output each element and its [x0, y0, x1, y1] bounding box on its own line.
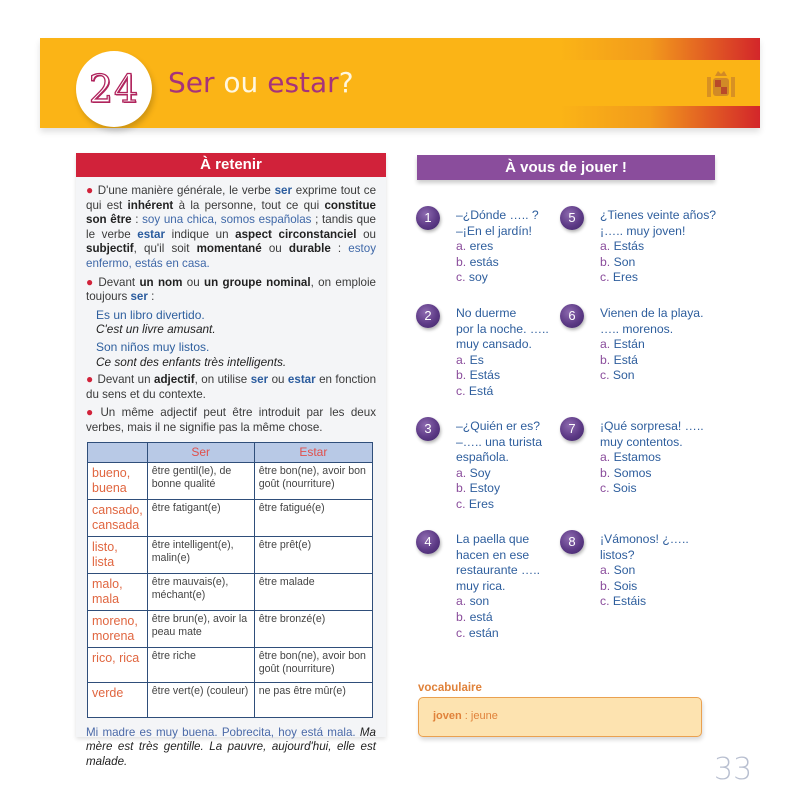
text: indique un	[165, 227, 236, 241]
text: ou	[356, 227, 377, 241]
text: Devant	[98, 275, 140, 289]
page-title	[168, 66, 354, 99]
title-word: Ser	[168, 66, 215, 99]
adjective-cell: bueno, buena	[88, 462, 148, 499]
option-text: Eres	[612, 270, 638, 285]
answer-option[interactable]	[456, 255, 596, 271]
exercise-prompt-line: –….. una turista	[456, 434, 543, 449]
exercise-prompt-line: ¡Qué sorpresa! …..	[600, 419, 704, 433]
exercise-prompt-line: –¿Dónde ….. ?	[456, 208, 539, 222]
option-text: Estoy	[469, 481, 501, 496]
adjective-cell: moreno, morena	[88, 610, 148, 647]
ser-meaning-cell: être fatigant(e)	[147, 499, 254, 536]
keyword: constitue son être	[86, 198, 376, 227]
text: ou	[268, 373, 288, 387]
text: ou	[182, 275, 205, 289]
exercise-number-badge: 2	[416, 304, 440, 328]
adjective-cell: listo, lista	[88, 536, 148, 573]
flag-stripe-bottom	[560, 106, 760, 128]
adjective-cell: cansado, cansada	[88, 499, 148, 536]
option-text: son	[469, 594, 490, 609]
ser-meaning-cell: être intelligent(e), malin(e)	[147, 536, 254, 573]
text: , on utilise	[194, 373, 251, 387]
option-text: está	[469, 609, 493, 624]
estar-meaning-cell: être fatigué(e)	[254, 499, 372, 536]
option-text: soy	[468, 270, 488, 285]
option-letter: c.	[600, 270, 610, 285]
text: ou	[261, 242, 289, 256]
exercise-number-badge: 1	[416, 206, 440, 230]
exercise-prompt-line: española.	[456, 450, 509, 465]
option-letter: a.	[600, 563, 611, 578]
answer-option[interactable]	[600, 368, 740, 384]
table-header-row	[88, 442, 373, 462]
table-row	[88, 499, 373, 536]
title-word: ?	[338, 66, 354, 99]
answer-option[interactable]	[600, 255, 740, 271]
closing-spanish: Mi madre es muy buena. Pobrecita, hoy está mala.	[86, 725, 356, 739]
rule-paragraph-2	[86, 275, 376, 305]
text: en fonction du sens et du contexte.	[86, 373, 377, 401]
adjective-cell: rico, rica	[88, 647, 148, 682]
bullet-icon: ●	[86, 405, 97, 420]
vocabulary-separator: :	[461, 710, 471, 722]
keyword: adjectif	[154, 373, 195, 387]
answer-option[interactable]	[600, 353, 740, 369]
option-text: Está	[613, 352, 638, 367]
example-spanish: Es un libro divertido.	[96, 307, 205, 322]
vocabulary-box	[418, 697, 702, 737]
keyword: un groupe nominal	[204, 275, 311, 289]
exercise-prompt-line: ¿Tienes veinte años?	[600, 208, 717, 222]
estar-meaning-cell: être malade	[254, 573, 372, 610]
text: :	[147, 290, 155, 304]
keyword: ser	[130, 290, 148, 304]
exercise-prompt-line: –¡En el jardín!	[456, 223, 532, 238]
table-row	[88, 682, 373, 717]
table-row	[88, 536, 373, 573]
example-spanish: Son niños muy listos.	[96, 339, 210, 354]
option-text: Estáis	[612, 594, 647, 609]
retenir-heading: À retenir	[76, 153, 386, 177]
option-text: Somos	[613, 465, 652, 480]
option-letter: b.	[600, 465, 611, 480]
answer-option[interactable]	[456, 239, 596, 255]
vocabulary-meaning: jeune	[470, 710, 498, 722]
estar-meaning-cell: être prêt(e)	[254, 536, 372, 573]
option-letter: b.	[456, 609, 467, 624]
jouer-heading: À vous de jouer !	[505, 159, 627, 176]
answer-option[interactable]	[600, 594, 740, 610]
estar-meaning-cell: être bon(ne), avoir bon goût (nourriture)	[254, 647, 372, 682]
ser-meaning-cell: être gentil(le), de bonne qualité	[147, 462, 254, 499]
answer-option[interactable]	[600, 450, 740, 466]
keyword: durable	[288, 242, 331, 256]
retenir-panel	[76, 153, 386, 768]
option-text: eres	[469, 239, 494, 254]
lesson-number-badge	[76, 51, 152, 127]
ser-estar-table	[87, 442, 373, 718]
answer-option[interactable]	[456, 466, 596, 482]
exercise-prompt-line: Vienen de la playa.	[600, 306, 704, 320]
ser-meaning-cell: être vert(e) (couleur)	[147, 682, 254, 717]
bullet-icon: ●	[86, 372, 94, 387]
option-text: Es	[469, 352, 484, 367]
adjective-cell: malo, mala	[88, 573, 148, 610]
keyword: ser	[274, 184, 293, 197]
rule-paragraph-1	[86, 183, 376, 272]
option-text: Son	[612, 368, 635, 383]
text: à la personne, tout ce qui	[173, 198, 325, 212]
lesson-number: 24	[88, 67, 140, 111]
option-letter: b.	[600, 254, 611, 269]
option-letter: a.	[600, 450, 611, 465]
keyword: ser	[250, 373, 269, 387]
exercise-number-badge: 3	[416, 417, 440, 441]
rule-paragraph-4	[86, 405, 376, 435]
option-letter: a.	[600, 337, 611, 352]
keyword: inhérent	[127, 198, 174, 212]
vocabulary-word: joven	[433, 710, 462, 722]
exercise-prompt-line: La paella que	[456, 532, 530, 546]
text: D'une manière générale, le verbe	[97, 184, 275, 197]
answer-option[interactable]	[600, 579, 740, 595]
vocabulary-label: vocabulaire	[418, 682, 482, 694]
title-word: estar	[267, 66, 339, 99]
text: Un même adjectif peut être introduit par les deux verbes, mais il ne signifie pas la même chose.	[86, 406, 376, 434]
option-letter: b.	[456, 254, 467, 269]
exercise-prompt-line: por la noche. …..	[456, 321, 549, 336]
option-text: Eres	[468, 496, 494, 511]
rule-paragraph-3	[86, 372, 376, 402]
answer-option[interactable]	[600, 481, 740, 497]
option-text: Sois	[612, 481, 637, 496]
text: Devant un	[97, 373, 155, 387]
option-letter: c.	[456, 625, 466, 640]
text: ; tandis que le verbe	[86, 213, 376, 241]
estar-meaning-cell: être bon(ne), avoir bon goût (nourriture)	[254, 462, 372, 499]
closing-example	[86, 726, 376, 770]
option-text: Son	[613, 254, 636, 269]
ser-meaning-cell: être brun(e), avoir la peau mate	[147, 610, 254, 647]
exercise-prompt-line: muy rica.	[456, 578, 506, 593]
column-header	[88, 442, 148, 462]
option-text: Estás	[613, 239, 645, 254]
spain-coat-of-arms-icon	[704, 68, 738, 102]
jouer-header	[417, 155, 715, 180]
option-letter: c.	[600, 481, 610, 496]
vocabulary-entry	[433, 710, 498, 722]
exercise-prompt-line: ¡….. muy joven!	[600, 223, 686, 238]
text: :	[330, 242, 349, 256]
exercise-prompt-line: hacen en ese	[456, 547, 530, 562]
column-header-estar: Estar	[254, 442, 372, 462]
option-letter: b.	[456, 368, 467, 383]
flag-stripe-top	[560, 38, 760, 60]
option-text: Está	[468, 383, 494, 398]
table-row	[88, 573, 373, 610]
exercise-prompt-line: ¡Vámonos! ¿…..	[600, 532, 689, 546]
exercise-prompt-line: No duerme	[456, 306, 517, 320]
answer-option[interactable]	[600, 270, 740, 286]
exercise-prompt-line: muy cansado.	[456, 337, 532, 352]
page-number: 33	[714, 752, 753, 787]
option-text: estás	[469, 254, 499, 269]
answer-option[interactable]	[456, 497, 596, 513]
table-row	[88, 647, 373, 682]
answer-option[interactable]	[456, 270, 596, 286]
ser-meaning-cell: être riche	[147, 647, 254, 682]
option-letter: c.	[600, 594, 610, 609]
exercise-body	[600, 306, 740, 384]
bullet-icon: ●	[86, 183, 94, 197]
option-text: Estás	[469, 368, 501, 383]
option-letter: a.	[456, 594, 467, 609]
column-header-ser: Ser	[147, 442, 254, 462]
keyword: estar	[287, 373, 316, 387]
exercise-prompt-line: listos?	[600, 547, 635, 562]
answer-option[interactable]	[456, 353, 596, 369]
title-word: ou	[223, 66, 259, 99]
exercise-number-badge: 5	[560, 206, 584, 230]
table-row	[88, 462, 373, 499]
example-inline: estoy enfermo, estás en casa.	[86, 242, 376, 270]
exercise-number-badge: 7	[560, 417, 584, 441]
exercise-prompt-line: restaurante …..	[456, 563, 540, 578]
exercise-body	[600, 208, 740, 286]
ser-meaning-cell: être mauvais(e), méchant(e)	[147, 573, 254, 610]
text: exprime tout ce qui est	[86, 184, 377, 212]
answer-option[interactable]	[456, 594, 596, 610]
estar-meaning-cell: ne pas être mûr(e)	[254, 682, 372, 717]
answer-option[interactable]	[600, 466, 740, 482]
option-letter: a.	[600, 239, 611, 254]
exercise-number-badge: 6	[560, 304, 584, 328]
answer-option[interactable]	[600, 337, 740, 353]
option-letter: b.	[600, 578, 611, 593]
keyword: estar	[137, 227, 165, 241]
answer-option[interactable]	[456, 610, 596, 626]
option-letter: a.	[456, 239, 467, 254]
keyword: un nom	[139, 275, 183, 289]
option-letter: b.	[456, 481, 467, 496]
answer-option[interactable]	[600, 563, 740, 579]
text: , qu'il soit	[133, 242, 197, 256]
exercise-prompt-line: muy contentos.	[600, 434, 683, 449]
text: :	[131, 213, 143, 227]
option-letter: c.	[456, 270, 466, 285]
exercise-body	[600, 419, 740, 497]
example-french: Ce sont des enfants très intelligents.	[96, 354, 287, 369]
bullet-icon: ●	[86, 274, 95, 289]
option-text: Son	[613, 563, 636, 578]
keyword: momentané	[196, 242, 262, 256]
text: , on emploie toujours	[86, 275, 376, 304]
exercise-number-badge: 8	[560, 530, 584, 554]
answer-option[interactable]	[456, 626, 596, 642]
lesson-header	[40, 38, 760, 128]
option-letter: c.	[600, 368, 610, 383]
answer-option[interactable]	[456, 384, 596, 400]
answer-option[interactable]	[600, 239, 740, 255]
option-text: Están	[613, 337, 645, 352]
example-1	[86, 308, 376, 337]
option-text: están	[468, 625, 499, 640]
adjective-cell: verde	[88, 682, 148, 717]
option-letter: a.	[456, 352, 467, 367]
answer-option[interactable]	[456, 368, 596, 384]
exercise-body	[600, 532, 740, 610]
option-letter: a.	[456, 465, 467, 480]
option-text: Estamos	[613, 450, 661, 465]
answer-option[interactable]	[456, 481, 596, 497]
exercise-number-badge: 4	[416, 530, 440, 554]
exercise-prompt-line: ….. morenos.	[600, 321, 674, 336]
closing-french: Ma mère est très gentille. La pauvre, aujourd'hui, elle est malade.	[86, 725, 376, 768]
option-text: Soy	[469, 465, 491, 480]
option-letter: b.	[600, 352, 611, 367]
example-french: C'est un livre amusant.	[96, 322, 216, 337]
example-2	[86, 340, 376, 369]
keyword: subjectif	[86, 242, 134, 256]
estar-meaning-cell: être bronzé(e)	[254, 610, 372, 647]
option-letter: c.	[456, 496, 466, 511]
example-inline: soy una chica, somos españolas	[142, 213, 312, 227]
option-letter: c.	[456, 383, 466, 398]
option-text: Sois	[613, 578, 638, 593]
exercise-prompt-line: –¿Quién er es?	[456, 419, 541, 433]
keyword: aspect circonstanciel	[235, 227, 357, 241]
table-row	[88, 610, 373, 647]
